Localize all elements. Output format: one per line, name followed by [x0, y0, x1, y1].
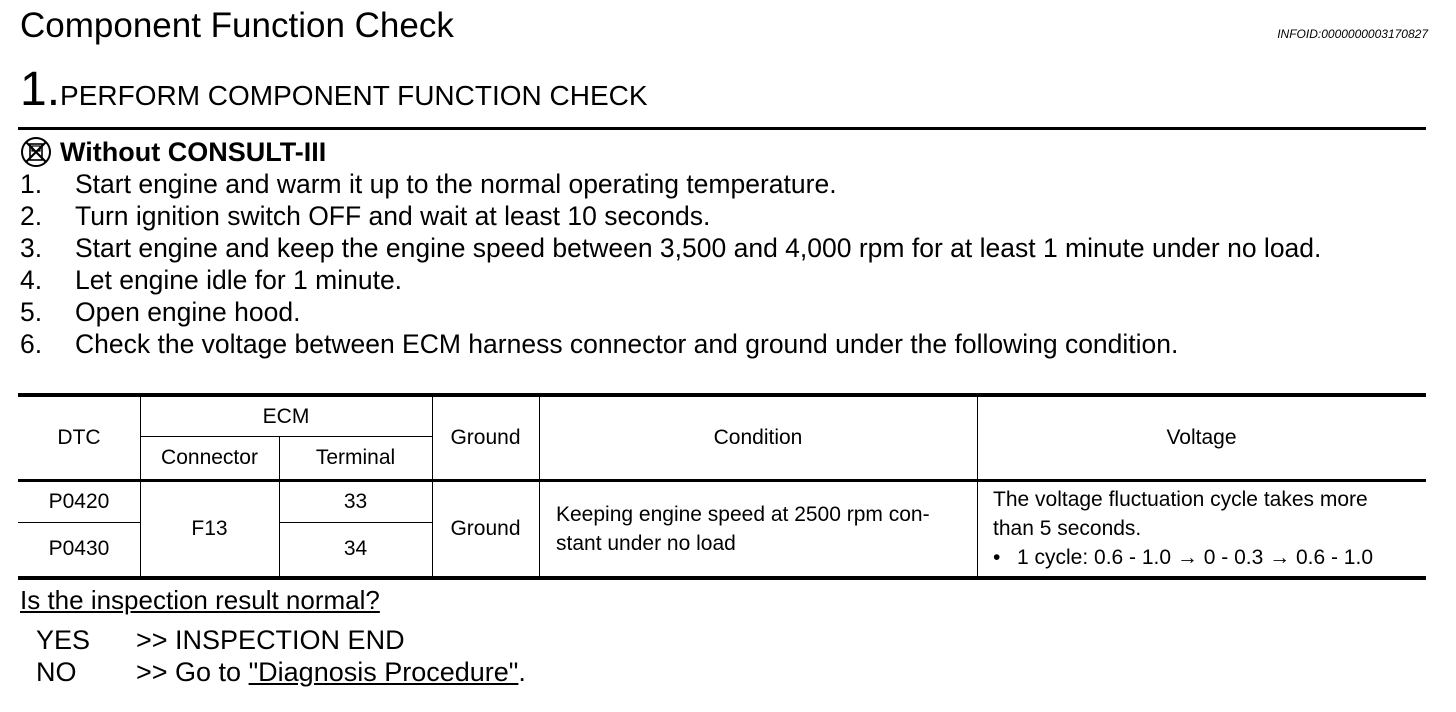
divider — [18, 127, 1426, 130]
step-number: 1. — [20, 63, 61, 116]
consult-crossed-icon — [20, 136, 52, 168]
item-text: Turn ignition switch OFF and wait at least 10 seconds. — [75, 201, 711, 231]
list-item — [20, 328, 1440, 360]
step-heading — [20, 62, 648, 117]
list-item — [20, 232, 1440, 264]
mode-label: Without CONSULT-III — [60, 136, 327, 167]
ground-cell: Ground — [450, 516, 521, 540]
list-item — [20, 296, 1440, 328]
info-id: INFOID:0000000003170827 — [1277, 27, 1428, 41]
header-ground: Ground — [450, 426, 521, 449]
header-dtc: DTC — [57, 426, 101, 449]
header-ecm: ECM — [262, 404, 310, 428]
voltage-cycle-text: 1 cycle: 0.6 - 1.0 → 0 - 0.3 → 0.6 - 1.0 — [1017, 546, 1373, 569]
item-text: Start engine and warm it up to the normal operating temperature. — [75, 169, 837, 199]
no-suffix: . — [518, 657, 526, 687]
list-item — [20, 168, 1440, 200]
item-text: Check the voltage between ECM harness connector and ground under the following condition. — [75, 329, 1179, 359]
step-title: PERFORM COMPONENT FUNCTION CHECK — [60, 80, 648, 111]
header-terminal: Terminal — [315, 445, 396, 469]
no-label: NO — [36, 657, 77, 687]
item-text: Open engine hood. — [75, 297, 301, 327]
item-number: 1. — [20, 169, 43, 199]
connector-cell: F13 — [191, 516, 228, 540]
yes-label: YES — [36, 625, 91, 655]
instruction-list — [20, 168, 1440, 360]
voltage-cycle — [993, 543, 1373, 572]
header-connector: Connector — [161, 445, 258, 469]
result-question: Is the inspection result normal? — [20, 585, 380, 615]
item-number: 3. — [20, 233, 43, 263]
header-voltage: Voltage — [1166, 426, 1237, 449]
bullet: • — [993, 546, 1001, 569]
mode-heading — [20, 136, 326, 168]
dtc-cell: P0430 — [48, 537, 110, 560]
answer-no — [36, 657, 526, 688]
no-prefix: >> Go to — [136, 657, 249, 687]
voltage-text: The voltage fluctuation cycle takes more — [993, 488, 1368, 511]
yes-text: >> INSPECTION END — [136, 625, 405, 655]
list-item — [20, 264, 1440, 296]
voltage-text: than 5 seconds. — [993, 517, 1142, 540]
item-number: 4. — [20, 265, 43, 295]
item-number: 6. — [20, 329, 43, 359]
page-title: Component Function Check — [20, 6, 454, 45]
condition-text: Keeping engine speed at 2500 rpm con- — [556, 502, 930, 526]
item-number: 2. — [20, 201, 43, 231]
terminal-cell: 33 — [343, 489, 368, 513]
condition-cell — [539, 481, 977, 576]
header-condition: Condition — [713, 426, 803, 449]
terminal-cell: 34 — [343, 537, 368, 560]
item-number: 5. — [20, 297, 43, 327]
voltage-cell — [977, 481, 1426, 576]
item-text: Start engine and keep the engine speed between 3,500 and 4,000 rpm for at least 1 minute under no load. — [75, 233, 1322, 263]
item-text: Let engine idle for 1 minute. — [75, 265, 403, 295]
voltage-check-table — [18, 393, 1426, 580]
dtc-cell: P0420 — [48, 489, 110, 513]
diagnosis-procedure-link[interactable]: "Diagnosis Procedure" — [248, 657, 519, 687]
condition-text: stant under no load — [556, 531, 736, 555]
answer-yes — [36, 625, 405, 656]
list-item — [20, 200, 1440, 232]
